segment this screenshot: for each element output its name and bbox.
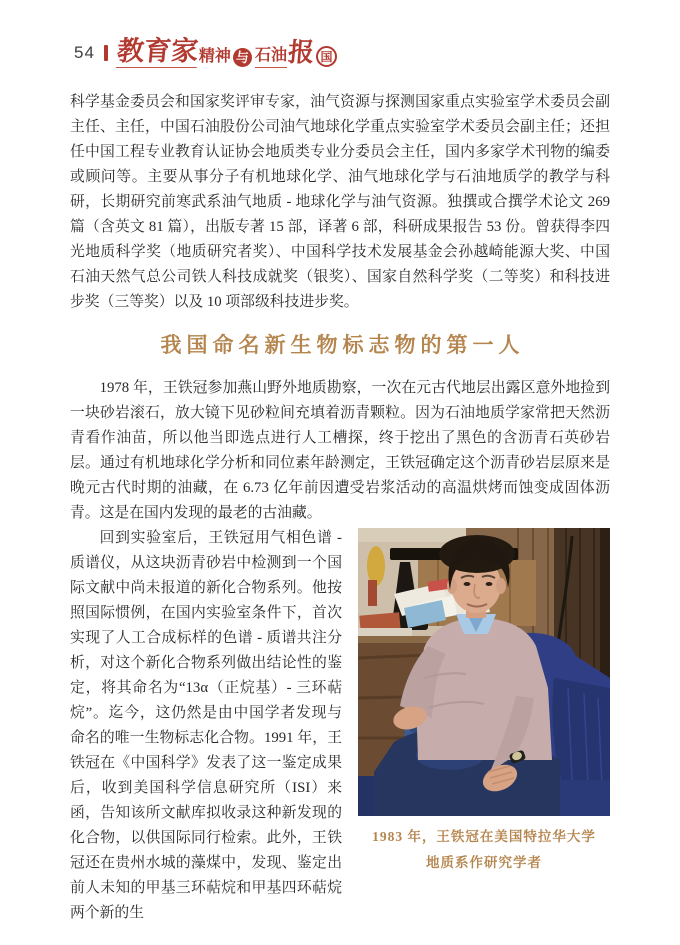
- logo-seg-shiyou: 石油: [255, 48, 287, 68]
- photo-caption-line1: 1983 年，王铁冠在美国特拉华大学: [372, 829, 596, 844]
- logo-seg-guo-ring: 国: [316, 46, 337, 67]
- header-divider-bar: [104, 45, 108, 61]
- photo-block: [358, 528, 610, 876]
- paragraph-lab-naming: 回到实验室后，王铁冠用气相色谱 - 质谱仪，从这块沥青砂岩中检测到一个国际文献中尚未报道的新化合物系列。他按照国际惯例，在国内实验室条件下，首次实现了人工合成标样的色谱 - 质谱共注分析，对这个新化合物系列做出结论性的鉴定，将其命名为“13α（正烷基）- 三环萜烷”。迄今，这仍然是由中国学者发现与命名的唯一生物标志化合物。1991 年，王铁冠在《中国科学》发表了这一鉴定成果后，收到美国科学信息研究所（ISI）来函，告知该所文献库拟收录这种新发现的化合物，以供国际同行检索。此外，王铁冠还在贵州水城的藻煤中，发现、鉴定出前人未知的甲基三环萜烷和甲基四环萜烷两个新的生: [70, 530, 342, 921]
- logo-seg-bao: 报: [286, 38, 316, 67]
- photo-caption-line2: 地质系作研究学者: [426, 855, 542, 870]
- photo-caption: [358, 824, 610, 876]
- logo-seg-jiaoyujia: 教育家: [115, 36, 200, 66]
- section-heading: 我国命名新生物标志物的第一人: [160, 333, 525, 357]
- photo-illustration: [358, 528, 610, 816]
- photo-wang-tiekuan: [358, 528, 610, 816]
- page-header: [74, 36, 610, 70]
- page-number: 54: [74, 43, 95, 62]
- paragraph-discovery: 1978 年，王铁冠参加燕山野外地质勘察，一次在元古代地层出露区意外地捡到一块砂岩滚石，放大镜下见砂粒间充填着沥青颗粒。因为石油地质学家常把天然沥青看作油苗，所以他当即选点进行人工槽探，终于挖出了黑色的含沥青石英砂岩层。通过有机地球化学分析和同位素年龄测定，王铁冠确定这个沥青砂岩层原来是晚元古代时期的油藏，在 6.73 亿年前因遭受岩浆活动的高温烘烤而蚀变成固体沥青。这是在国内发现的最老的古油藏。: [70, 380, 610, 521]
- logo-seg-yu-circle: 与: [233, 48, 252, 67]
- column-logo: [117, 38, 337, 68]
- paragraph-bio-continued: 科学基金委员会和国家奖评审专家，油气资源与探测国家重点实验室学术委员会副主任、主任，中国石油股份公司油气地球化学重点实验室学术委员会副主任；还担任中国工程专业教育认证协会地质类专业分委员会主任，国内多家学术刊物的编委或顾问等。主要从事分子有机地球化学、油气地球化学与石油地质学的教学与科研，长期研究前寒武系油气地质 - 地球化学与油气资源。独撰或合撰学术论文 269 篇（含英文 81 篇），出版专著 15 部，译著 6 部，科研成果报告 53 份。曾获得李四光地质科学奖（地质研究者奖）、中国科学技术发展基金会孙越崎能源大奖、中国石油天然气总公司铁人科技成就奖（银奖）、国家自然科学奖（二等奖）和科技进步奖（三等奖）以及 10 项部级科技进步奖。: [70, 94, 610, 310]
- logo-seg-jingshen: 精神: [198, 48, 231, 65]
- article-body: [70, 90, 610, 926]
